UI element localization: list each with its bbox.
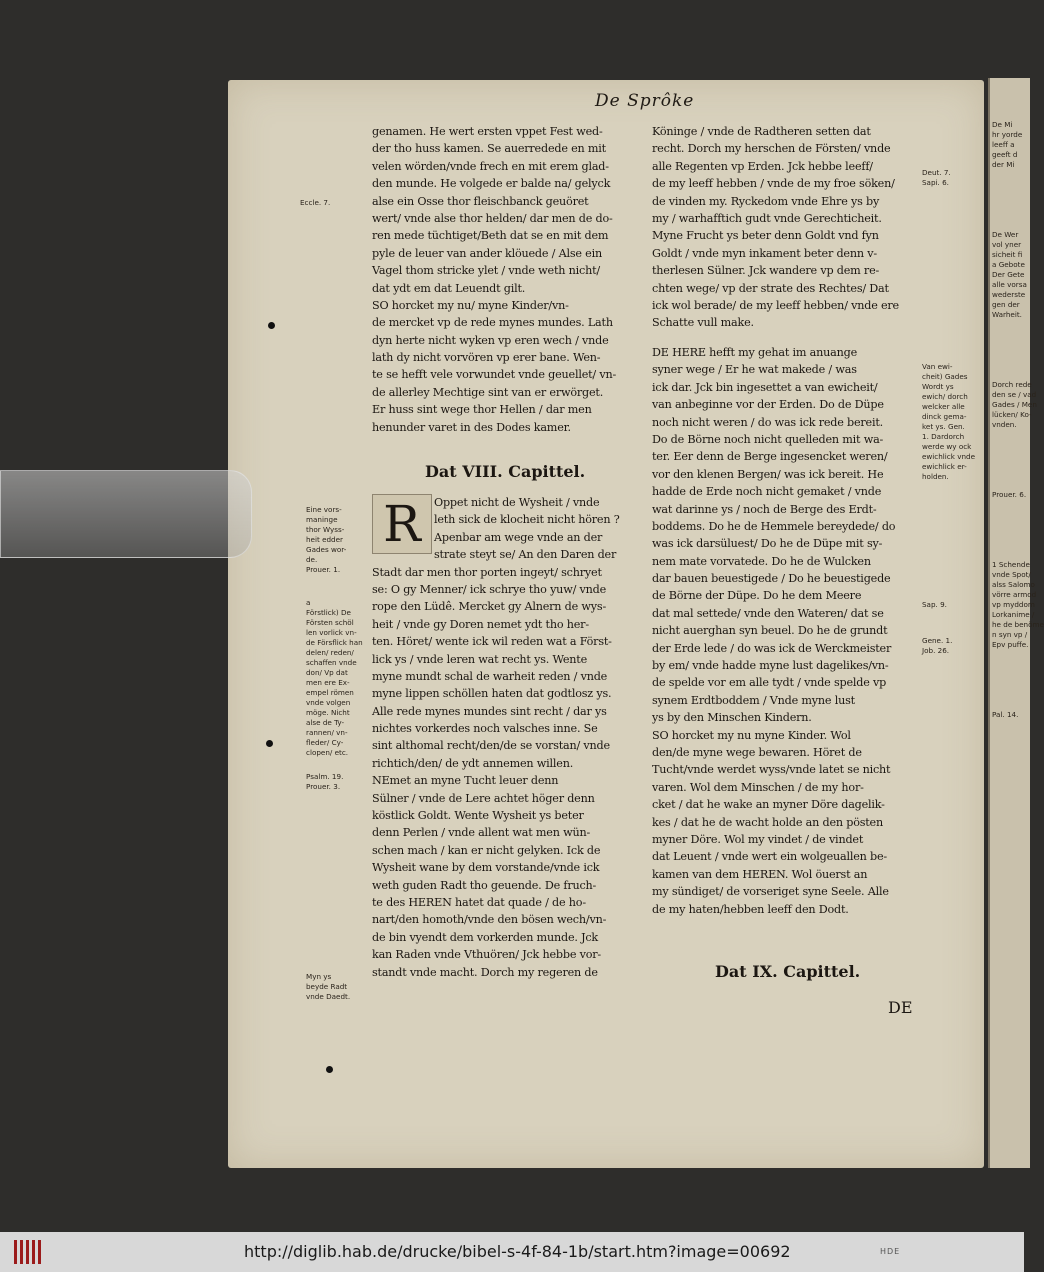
text-line: Do de Börne noch nicht quelleden mit wa- bbox=[652, 432, 884, 446]
text-line: van anbeginne vor der Erden. Do de Düpe bbox=[652, 398, 884, 412]
margin-line: lücken/ Ko- bbox=[992, 410, 1032, 419]
column-right-bottom bbox=[652, 344, 920, 918]
text-line: Myne Frucht ys beter denn Goldt vnd fyn bbox=[652, 229, 879, 243]
margin-line: hr yorde bbox=[992, 130, 1023, 139]
text-line: dat mal settede/ vnde den Wateren/ dat se bbox=[652, 606, 884, 620]
margin-line: cheit) Gades bbox=[922, 372, 968, 381]
margin-line: Der Gete bbox=[992, 270, 1025, 279]
text-line: alse ein Osse thor fleischbanck geuöret bbox=[372, 194, 589, 208]
text-line: genamen. He wert ersten vppet Fest wed- bbox=[372, 125, 603, 138]
margin-line: den se / vad bbox=[992, 390, 1037, 399]
text-line: velen wörden/vnde frech en mit erem glad- bbox=[372, 159, 609, 173]
text-line: richtich/den/ de ydt annemen willen. bbox=[372, 756, 574, 770]
text-line: der Erde lede / do was ick de Werckmeister bbox=[652, 641, 892, 655]
column-left-bottom bbox=[372, 494, 648, 981]
viewer-small-label: HDE bbox=[880, 1247, 901, 1256]
margin-line: Prouer. 3. bbox=[306, 782, 341, 791]
margin-line: gen der bbox=[992, 300, 1020, 309]
margin-line: 1. Dardorch bbox=[922, 432, 965, 441]
text-line: lick ys / vnde leren wat recht ys. Wente bbox=[372, 652, 587, 666]
text-line: kes / dat he de wacht holde an den pösten bbox=[652, 815, 883, 829]
punch-hole-dot bbox=[268, 322, 275, 329]
text-line: Wysheit wane by dem vorstande/vnde ick bbox=[372, 861, 600, 875]
text-line: de allerley Mechtige sint van er erwörget. bbox=[372, 385, 604, 399]
margin-line: dinck gema- bbox=[922, 412, 967, 421]
text-line: myner Döre. Wol my vindet / de vindet bbox=[652, 832, 864, 846]
text-line: henunder varet in des Dodes kamer. bbox=[372, 420, 571, 434]
margin-line: leeff a bbox=[992, 140, 1015, 149]
text-line: de Börne der Düpe. Do he dem Meere bbox=[652, 589, 862, 603]
text-line: Schatte vull make. bbox=[652, 316, 754, 330]
catchword: DE bbox=[888, 998, 913, 1017]
library-logo-icon[interactable] bbox=[12, 1240, 44, 1264]
text-line: SO horcket my nu/ myne Kinder/vn- bbox=[372, 298, 569, 312]
margin-line: de. bbox=[306, 555, 318, 564]
text-line: noch nicht weren / do was ick rede bereit. bbox=[652, 415, 883, 429]
text-line: hadde de Erde noch nicht gemaket / vnde bbox=[652, 485, 882, 499]
text-line: was ick darsüluest/ Do he de Düpe mit sy- bbox=[652, 537, 883, 551]
text-line: den munde. He volgede er balde na/ gelyck bbox=[372, 177, 611, 191]
margin-line: ewich/ dorch bbox=[922, 392, 968, 401]
text-line: de my leeff hebben / vnde de my froe söken/ bbox=[652, 177, 895, 191]
text-line: der tho huss kamen. Se auerredede en mit bbox=[372, 142, 606, 156]
margin-line: Gades / Men bbox=[992, 400, 1037, 409]
text-line: Apenbar am wege vnde an der bbox=[434, 530, 603, 544]
text-line: boddems. Do he de Hemmele bereydede/ do bbox=[652, 519, 896, 533]
margin-line: beyde Radt bbox=[306, 982, 348, 991]
margin-line: De Wer bbox=[992, 230, 1019, 239]
text-line: heit / vnde gy Doren nemet ydt tho her- bbox=[372, 617, 589, 631]
text-line: ick dar. Jck bin ingesettet a van ewicheit/ bbox=[652, 380, 878, 394]
text-line: wat darinne ys / noch de Berge des Erdt- bbox=[652, 502, 877, 516]
margin-note-gene bbox=[922, 636, 952, 656]
margin-line: fleder/ Cy- bbox=[306, 738, 344, 747]
punch-hole-dot bbox=[326, 1066, 333, 1073]
text-line: te des HEREN hatet dat quade / de ho- bbox=[372, 895, 586, 909]
text-line: vor den klenen Bergen/ was ick bereit. He bbox=[652, 467, 884, 481]
text-line: SO horcket my nu myne Kinder. Wol bbox=[652, 728, 851, 742]
text-line: my sündiget/ de vorseriget syne Seele. Alle bbox=[652, 885, 889, 899]
margin-line: vol yner bbox=[992, 240, 1022, 249]
margin-line: vp myddom bbox=[992, 600, 1035, 609]
margin-line: möge. Nicht bbox=[306, 708, 350, 717]
text-line: de bin vyendt dem vorkerden munde. Jck bbox=[372, 930, 599, 944]
margin-note-van-ewig bbox=[922, 362, 975, 482]
next-page-text-fragments bbox=[992, 120, 1044, 720]
margin-note-psalm bbox=[306, 772, 343, 792]
drop-capital: R bbox=[372, 494, 432, 554]
margin-line: Prouer. 1. bbox=[306, 565, 341, 574]
margin-line: Myn ys bbox=[306, 972, 332, 981]
margin-line: a bbox=[306, 598, 311, 607]
text-line: ter. Eer denn de Berge ingesencket weren/ bbox=[652, 450, 888, 464]
page-holder-clip bbox=[0, 470, 252, 558]
margin-note-eine-vors bbox=[306, 505, 346, 575]
margin-line: Epv puffe. bbox=[992, 640, 1029, 649]
text-line: varen. Wol dem Minschen / de my hor- bbox=[652, 780, 864, 794]
text-line: wert/ vnde alse thor helden/ dar men de do- bbox=[372, 211, 613, 225]
text-line: Er huss sint wege thor Hellen / dar men bbox=[372, 403, 592, 417]
text-line: nem mate vorvatede. Do he de Wulcken bbox=[652, 554, 871, 568]
margin-note-sap: Sap. 9. bbox=[922, 600, 947, 609]
margin-note-deut bbox=[922, 168, 951, 188]
text-line: my / warhafftich gudt vnde Gerechticheit. bbox=[652, 211, 882, 225]
margin-note-forstlick bbox=[306, 598, 363, 758]
margin-line: geeft d bbox=[992, 150, 1018, 159]
text-line: kan Raden vnde Vthuören/ Jck hebbe vor- bbox=[372, 948, 601, 962]
text-line: dyn herte nicht wyken vp eren wech / vnde bbox=[372, 333, 609, 347]
text-line: syner wege / Er he wat makede / was bbox=[652, 363, 857, 377]
margin-line: rannen/ vn- bbox=[306, 728, 348, 737]
text-line: therlesen Sülner. Jck wandere vp dem re- bbox=[652, 264, 880, 278]
margin-line: Deut. 7. bbox=[922, 168, 951, 177]
margin-line: delen/ reden/ bbox=[306, 648, 354, 657]
margin-line: maninge bbox=[306, 515, 338, 524]
page-url[interactable]: http://diglib.hab.de/drucke/bibel-s-4f-84-1b/start.htm?image=00692 bbox=[244, 1242, 791, 1261]
text-line: Vagel thom stricke ylet / vnde weth nicht/ bbox=[372, 264, 600, 278]
text-line: schen mach / kan er nicht gelyken. Ick de bbox=[372, 843, 601, 857]
text-line: ys by den Minschen Kindern. bbox=[652, 711, 812, 725]
margin-line: len vorlick vn- bbox=[306, 628, 357, 637]
margin-line: clopen/ etc. bbox=[306, 748, 349, 757]
text-line: de vinden my. Ryckedom vnde Ehre ys by bbox=[652, 194, 880, 208]
margin-note-myn-ys bbox=[306, 972, 350, 1002]
margin-line: der Mi bbox=[992, 160, 1015, 169]
text-line: de my haten/hebben leeff den Dodt. bbox=[652, 902, 849, 916]
margin-line: Pal. 14. bbox=[992, 710, 1019, 719]
text-line: denn Perlen / vnde allent wat men wün- bbox=[372, 826, 591, 840]
chapter-heading-ix: Dat IX. Capittel. bbox=[715, 962, 861, 981]
text-line: synem Erdtboddem / Vnde myne lust bbox=[652, 693, 855, 707]
margin-line: vörre armod bbox=[992, 590, 1037, 599]
viewer-status-bar bbox=[0, 1232, 1024, 1272]
margin-line: vnden. bbox=[992, 420, 1017, 429]
margin-line: vnde Daedt. bbox=[306, 992, 351, 1001]
margin-line: Gene. 1. bbox=[922, 636, 953, 645]
text-line: nicht auerghan syn beuel. Do he de grundt bbox=[652, 624, 888, 638]
text-line: standt vnde macht. Dorch my regeren de bbox=[372, 965, 598, 979]
margin-line: Prouer. 6. bbox=[992, 490, 1027, 499]
text-line: kamen van dem HEREN. Wol öuerst an bbox=[652, 867, 868, 881]
margin-line: Gades wor- bbox=[306, 545, 347, 554]
text-line: Sülner / vnde de Lere achtet höger denn bbox=[372, 791, 595, 805]
margin-line: alss Salomo bbox=[992, 580, 1035, 589]
text-line: köstlick Goldt. Wente Wysheit ys beter bbox=[372, 809, 584, 823]
text-line: alle Regenten vp Erden. Jck hebbe leeff/ bbox=[652, 159, 873, 173]
text-line: Köninge / vnde de Radtheren setten dat bbox=[652, 125, 871, 138]
margin-line: ewichlick vnde bbox=[922, 452, 975, 461]
margin-line: holden. bbox=[922, 472, 949, 481]
text-line: NEmet an myne Tucht leuer denn bbox=[372, 774, 559, 788]
text-line: nichtes vorkerdes noch valsches inne. Se bbox=[372, 722, 598, 736]
margin-line: schaffen vnde bbox=[306, 658, 357, 667]
text-line: de mercket vp de rede mynes mundes. Lath bbox=[372, 316, 613, 330]
margin-line: Job. 26. bbox=[922, 646, 950, 655]
margin-line: a Gebote bbox=[992, 260, 1025, 269]
text-line: strate steyt se/ An den Daren der bbox=[434, 548, 617, 562]
text-line: DE HERE hefft my gehat im anuange bbox=[652, 346, 857, 359]
text-line: te se hefft vele vorwundet vnde geuellet/ vn- bbox=[372, 368, 617, 382]
text-line: rope den Lüdê. Mercket gy Alnern de wys- bbox=[372, 600, 607, 614]
margin-line: n syn vp / bbox=[992, 630, 1028, 639]
margin-line: empel römen bbox=[306, 688, 354, 697]
text-line: by em/ vnde hadde myne lust dagelikes/vn- bbox=[652, 659, 889, 673]
margin-line: ket ys. Gen. bbox=[922, 422, 965, 431]
running-head: De Sprôke bbox=[595, 91, 695, 111]
margin-line: welcker alle bbox=[922, 402, 965, 411]
text-line: lath dy nicht vorvören vp erer bane. Wen- bbox=[372, 351, 601, 365]
margin-line: ewichlick er- bbox=[922, 462, 967, 471]
margin-line: he de benöme bbox=[992, 620, 1044, 629]
text-line: Stadt dar men thor porten ingeyt/ schryet bbox=[372, 565, 602, 579]
text-line: chten wege/ vp der strate des Rechtes/ Dat bbox=[652, 281, 889, 295]
margin-line: vnde Spot/ bbox=[992, 570, 1031, 579]
text-line: dat ydt em dat Leuendt gilt. bbox=[372, 281, 526, 295]
text-line: myne mundt schal de warheit reden / vnde bbox=[372, 669, 608, 683]
text-line: dar bauen beuestigede / Do he beuestigede bbox=[652, 572, 891, 586]
margin-line: 1 Schende bbox=[992, 560, 1030, 569]
text-line: se: O gy Menner/ ick schrye tho yuw/ vnde bbox=[372, 582, 606, 596]
text-line: Oppet nicht de Wysheit / vnde bbox=[434, 496, 600, 509]
text-line: weth guden Radt tho geuende. De fruch- bbox=[372, 878, 597, 892]
text-line: ren mede tüchtiget/Beth dat se en mit dem bbox=[372, 229, 609, 243]
margin-line: Försten schöl bbox=[306, 618, 354, 627]
text-line: cket / dat he wake an myner Döre dagelik- bbox=[652, 798, 885, 812]
text-line: recht. Dorch my herschen de Försten/ vnde bbox=[652, 142, 891, 156]
margin-line: De Mi bbox=[992, 120, 1013, 129]
text-line: dat Leuent / vnde wert ein wolgeuallen be- bbox=[652, 850, 888, 864]
margin-line: Sapi. 6. bbox=[922, 178, 949, 187]
margin-line: Wordt ys bbox=[922, 382, 954, 391]
column-right-top bbox=[652, 123, 920, 332]
text-line: Tucht/vnde werdet wyss/vnde latet se nicht bbox=[652, 763, 891, 777]
margin-line: heit edder bbox=[306, 535, 344, 544]
text-line: nart/den homoth/vnde den bösen wech/vn- bbox=[372, 913, 607, 927]
text-line: ick wol berade/ de my leeff hebben/ vnde ere bbox=[652, 298, 899, 312]
margin-line: sicheit fi bbox=[992, 250, 1023, 259]
text-line: den/de myne wege bewaren. Höret de bbox=[652, 745, 862, 759]
text-line: Alle rede mynes mundes sint recht / dar ys bbox=[372, 704, 607, 718]
text-line: Goldt / vnde myn inkament beter denn v- bbox=[652, 246, 877, 260]
margin-line: thor Wyss- bbox=[306, 525, 345, 534]
column-left-top bbox=[372, 123, 648, 436]
margin-line: Van ewi- bbox=[922, 362, 953, 371]
text-line: pyle de leuer van ander klöuede / Alse ein bbox=[372, 246, 602, 260]
margin-line: vnde volgen bbox=[306, 698, 351, 707]
margin-line: Lorkanime / bbox=[992, 610, 1035, 619]
margin-line: de Försflick han bbox=[306, 638, 363, 647]
text-line: de spelde vor em alle tydt / vnde spelde vp bbox=[652, 676, 887, 690]
text-line: ten. Höret/ wente ick wil reden wat a Först- bbox=[372, 635, 612, 649]
punch-hole-dot bbox=[266, 740, 273, 747]
margin-line: alse de Ty- bbox=[306, 718, 345, 727]
text-line: sint althomal recht/den/de se vorstan/ vnde bbox=[372, 739, 610, 753]
margin-note-eccle: Eccle. 7. bbox=[300, 198, 331, 207]
margin-line: alle vorsa bbox=[992, 280, 1027, 289]
margin-line: wederste bbox=[992, 290, 1026, 299]
margin-line: Warheit. bbox=[992, 310, 1022, 319]
margin-line: Dorch rede bbox=[992, 380, 1032, 389]
margin-line: Psalm. 19. bbox=[306, 772, 344, 781]
text-line: leth sick de klocheit nicht hören ? bbox=[434, 513, 620, 527]
margin-line: Förstlick) De bbox=[306, 608, 351, 617]
margin-line: don/ Vp dat bbox=[306, 668, 348, 677]
chapter-heading-viii: Dat VIII. Capittel. bbox=[425, 462, 586, 481]
margin-line: men ere Ex- bbox=[306, 678, 350, 687]
margin-line: werde wy ock bbox=[922, 442, 972, 451]
text-line: myne lippen schöllen haten dat godtlosz ys. bbox=[372, 687, 612, 701]
margin-line: Eine vors- bbox=[306, 505, 342, 514]
